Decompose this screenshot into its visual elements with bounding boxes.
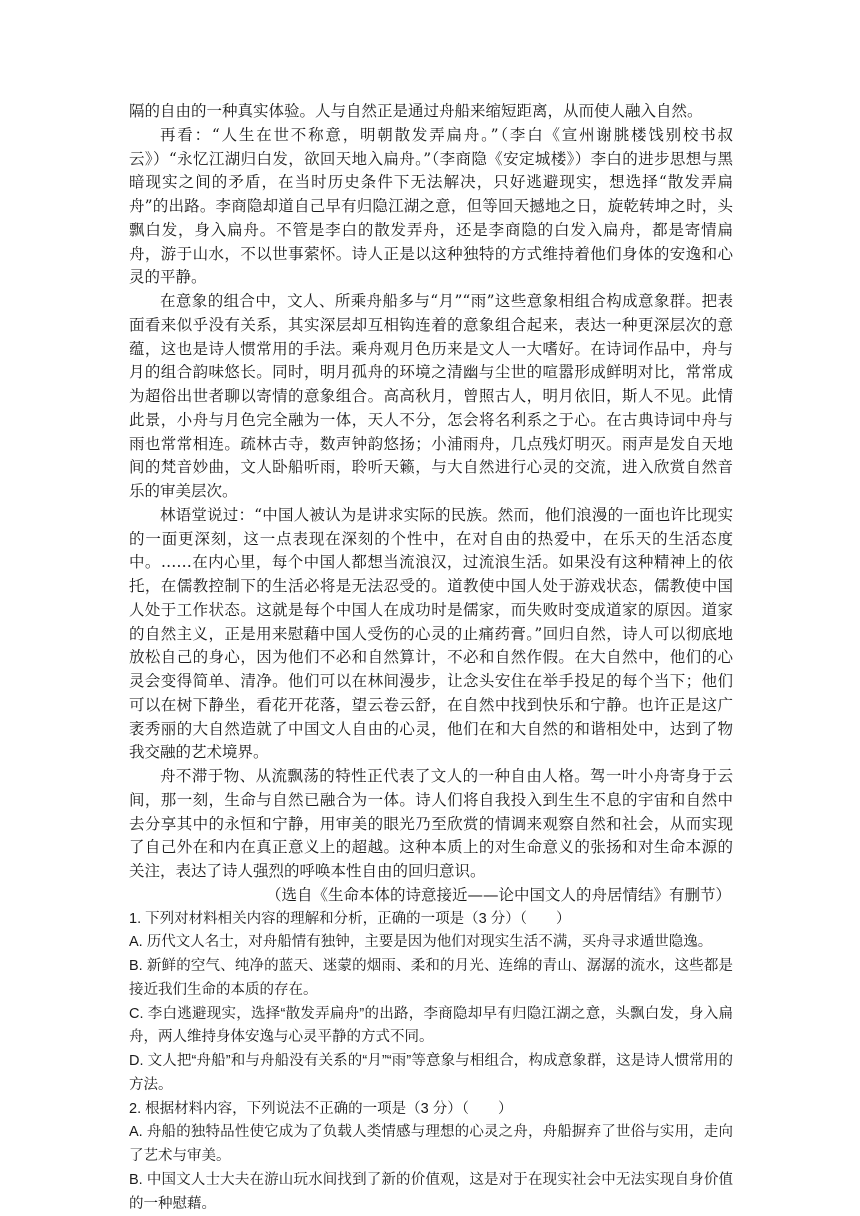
- question-1-option-a: A. 历代文人名士，对舟船情有独钟，主要是因为他们对现实生活不满，买舟寻求遁世隐逸。: [129, 934, 713, 951]
- question-1-option-d: D. 文人把“舟船”和与舟船没有关系的“月”“雨”等意象与相组合，构成意象群，这是诗人惯常用的方法。: [129, 1053, 733, 1093]
- question-2-option-a: A. 舟船的独特品性使它成为了负载人类情感与理想的心灵之舟，舟船摒弃了世俗与实用，走向了艺术与审美。: [129, 1124, 733, 1164]
- passage-paragraph: 再看：“人生在世不称意，明朝散发弄扁舟。”（李白《宣州谢朓楼饯别校书叔云》）“永忆江湖归白发，欲回天地入扁舟。”（李商隐《安定城楼》）李白的进步思想与黑暗现实之间的矛盾，在当时历史条件下无法解决，只好逃避现实，想选择“散发弄扁舟”的出路。李商隐却道自己早有归隐江湖之意，但等回天撼地之日，旋乾转坤之时，头飘白发，身入扁舟。不管是李白的散发弄舟，还是李商隐的白发入扁舟，都是寄情扁舟，游于山水，不以世事萦怀。诗人正是以这种独特的方式维持着他们身体的安逸和心灵的平静。: [129, 125, 733, 287]
- question-1-option-b: B. 新鲜的空气、纯净的蓝天、迷蒙的烟雨、柔和的月光、连绵的青山、潺潺的流水，这些都是接近我们生命的本质的存在。: [129, 958, 733, 998]
- passage-paragraph: 隔的自由的一种真实体验。人与自然正是通过舟船来缩短距离，从而使人融入自然。: [129, 102, 703, 120]
- passage-source: （选自《生命本体的诗意接近——论中国文人的舟居情结》有删节）: [265, 885, 731, 904]
- question-2-option-b: B. 中国文人士大夫在游山玩水间找到了新的价值观，这是对于在现实社会中无法实现自身价值的一种慰藉。: [129, 1171, 733, 1212]
- passage-paragraph: 在意象的组合中，文人、所乘舟船多与“月”“雨”这些意象相组合构成意象群。把表面看来似乎没有关系，其实深层却互相钩连着的意象组合起来，表达一种更深层次的意蕴，这也是诗人惯常用的手法。乘舟观月色历来是文人一大嗜好。在诗词作品中，舟与月的组合韵味悠长。同时，明月孤舟的环境之清幽与尘世的喧嚣形成鲜明对比，常常成为超俗出世者聊以寄情的意象组合。高高秋月，曾照古人，明月依旧，斯人不见。此情此景，小舟与月色完全融为一体，天人不分，怎会将名利系之于心。在古典诗词中舟与雨也常常相连。疏林古寺，数声钟韵悠扬；小浦雨舟，几点残灯明灭。雨声是发自天地间的梵音妙曲，文人卧船听雨，聆听天籁，与大自然进行心灵的交流，进入欣赏自然音乐的审美层次。: [129, 292, 733, 500]
- passage-paragraph: 林语堂说过：“中国人被认为是讲求实际的民族。然而，他们浪漫的一面也许比现实的一面更深刻，这一点表现在深刻的个性中，在对自由的热爱中，在乐天的生活态度中。……在内心里，每个中国人都想当流浪汉，过流浪生活。如果没有这种精神上的依托，在儒教控制下的生活必将是无法忍受的。道教使中国人处于游戏状态，儒教使中国人处于工作状态。这就是每个中国人在成功时是儒家，而失败时变成道家的原因。道家的自然主义，正是用来慰藉中国人受伤的心灵的止痛药膏。”回归自然，诗人可以彻底地放松自己的身心，因为他们不必和自然算计，不必和自然作假。在大自然中，他们的心灵会变得简单、清净。他们可以在林间漫步，让念头安住在举手投足的每个当下；他们可以在树下静坐，看花开花落，望云卷云舒，在自然中找到快乐和宁静。也许正是这广袤秀丽的大自然造就了中国文人自由的心灵，他们在和大自然的和谐相处中，达到了物我交融的艺术境界。: [129, 505, 733, 762]
- document-page: [129, 100, 733, 1216]
- question-2-stem: 2. 根据材料内容，下列说法不正确的一项是（3 分）（ ）: [129, 1100, 513, 1117]
- question-1-stem: 1. 下列对材料相关内容的理解和分析，正确的一项是（3 分）（ ）: [129, 910, 571, 927]
- question-1-option-c: C. 李白逃避现实，选择“散发弄扁舟”的出路，李商隐却早有归隐江湖之意，头飘白发，身入扁舟，两人维持身体安逸与心灵平静的方式不同。: [129, 1005, 733, 1046]
- passage-paragraph: 舟不滞于物、从流飘荡的特性正代表了文人的一种自由人格。驾一叶小舟寄身于云间，那一刻，生命与自然已融合为一体。诗人们将自我投入到生生不息的宇宙和自然中去分享其中的永恒和宁静，用审美的眼光乃至欣赏的情调来观察自然和社会，从而实现了自己外在和内在真正意义上的超越。这种本质上的对生命意义的张扬和对生命本源的关注，表达了诗人强烈的呼唤本性自由的回归意识。: [129, 767, 733, 880]
